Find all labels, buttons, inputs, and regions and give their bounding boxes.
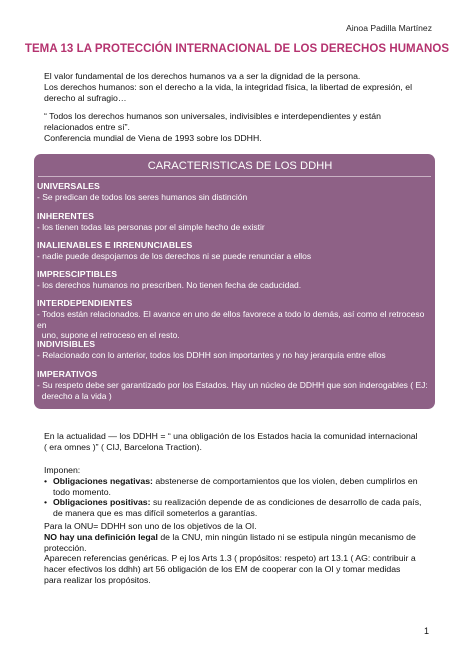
author-name: Ainoa Padilla Martínez [346,23,432,33]
section-heading: INHERENTES [37,211,94,221]
onu-line: Para la ONU= DDHH son uno de los objetivos de la OI. [44,521,257,531]
bullet-positivas [44,497,430,519]
section-text: - Se predican de todos los seres humanos sin distinción [37,192,248,202]
quote-paragraph [44,111,424,143]
bullet-icon: • [44,475,48,486]
onu-line: hacer efectivos los ddhh) art 56 obligación de los EM de cooperar con la OI y tomar medidas [44,564,401,575]
bullet-bold: Obligaciones positivas: [53,497,151,508]
section-heading: IMPERATIVOS [37,369,98,379]
section-imprescriptibles [37,269,429,291]
section-heading: INALIENABLES E IRRENUNCIABLES [37,240,193,250]
onu-line: para realizar los propósitos. [44,574,151,585]
bullet-bold: Obligaciones negativas: [53,475,153,486]
section-heading: IMPRESCIPTIBLES [37,269,118,279]
section-text: - Todos están relacionados. El avance en uno de ellos favorece a todo lo demás, así como el retroceso en [37,309,425,330]
section-heading: INDIVISIBLES [37,339,96,349]
panel-divider [38,176,431,177]
actualidad-paragraph [44,431,430,453]
onu-text: de la CNU, min ningún listado ni se estipula ningún mecanismo de [157,531,416,542]
imponen-label: Imponen: [44,465,81,475]
document-title: TEMA 13 LA PROTECCIÓN INTERNACIONAL DE LOS DERECHOS HUMANOS [24,43,450,55]
section-text: - los derechos humanos no prescriben. No tienen fecha de caducidad. [37,280,302,290]
onu-line [44,532,430,543]
section-text: uno, supone el retroceso en el resto. [37,330,180,341]
intro-line: derecho al sufragio… [44,92,127,103]
section-text: - nadie puede despojarnos de los derechos ni se puede renunciar a ellos [37,251,312,261]
quote-line: relacionados entre sí”. [44,121,130,132]
section-text: - los tienen todas las personas por el simple hecho de existir [37,222,265,232]
section-inalienables [37,240,429,262]
quote-source: Conferencia mundial de Viena de 1993 sobre los DDHH. [44,132,262,143]
section-text: - Su respeto debe ser garantizado por los Estados. Hay un núcleo de DDHH que son inderogables ( EJ: [37,380,428,390]
section-universales [37,181,429,203]
intro-line: Los derechos humanos: son el derecho a la vida, la integridad física, la libertad de expresión, el [44,81,412,92]
section-text: derecho a la vida ) [37,390,112,401]
onu-bold: NO hay una definición legal [44,531,158,542]
page-number: 1 [423,626,429,636]
bullet-icon: • [44,497,48,508]
quote-line: “ Todos los derechos humanos son universales, indivisibles e interdependientes y están [44,111,381,121]
intro-line: El valor fundamental de los derechos humanos va a ser la dignidad de la persona. [44,71,361,81]
bullet-text: su realización depende de as condiciones de desarrollo de cada país, [150,497,422,508]
section-text: - Relacionado con lo anterior, todos los DDHH son importantes y no hay jerarquía entre ellos [37,350,386,360]
bullet-negativas [44,476,430,498]
section-interdependientes [37,298,429,341]
panel-title: CARACTERISTICAS DE LOS DDHH [147,160,333,172]
section-imperativos [37,369,429,401]
onu-line: protección. [44,542,87,553]
section-indivisibles [37,339,429,361]
bullet-continuation: de manera que es mas difícil someterlos a garantías. [53,508,258,519]
onu-paragraph [44,521,430,586]
section-inherentes [37,211,429,233]
bullet-continuation: todo momento. [53,486,111,497]
bullet-text: abstenerse de comportamientos que los violen, deben cumplirlos en [152,475,418,486]
section-heading: INTERDEPENDIENTES [37,298,133,308]
intro-paragraph [44,71,424,103]
actualidad-line: ( era omnes )” ( CIJ, Barcelona Traction). [44,441,202,452]
section-heading: UNIVERSALES [37,181,100,191]
onu-line: Aparecen referencias genéricas. P ej los Arts 1.3 ( propósitos: respeto) art 13.1 ( AG: contribuir a [44,553,416,564]
imponen-block [44,465,430,519]
actualidad-line: En la actualidad — los DDHH = “ una obligación de los Estados hacia la comunidad internacional [44,431,418,441]
